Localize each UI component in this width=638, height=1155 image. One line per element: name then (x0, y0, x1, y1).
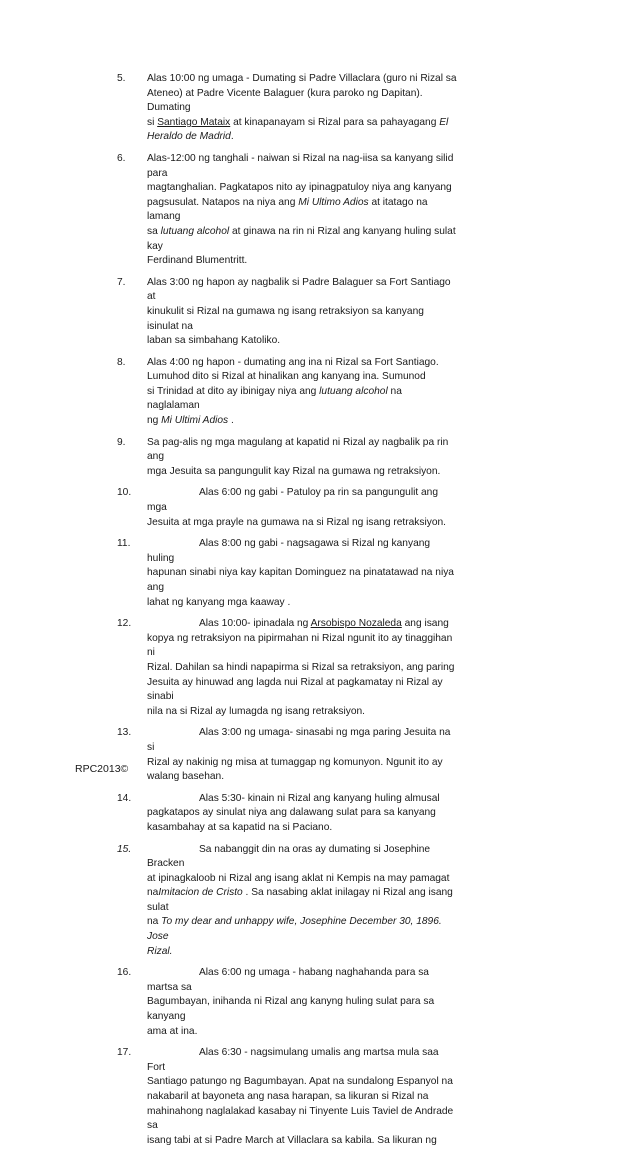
text-segment: Alas 3:00 ng umaga- sinasabi ng mga paring Jesuita na si Rizal ay nakinig ng misa at tumaggap ng komunyon. Ngunit ito ay walang basehan. (147, 727, 451, 783)
item-number: 10. (117, 487, 132, 499)
italic-title: To my dear and unhappy wife, Josephine December 30, 1896. Jose Rizal. (147, 916, 442, 957)
item-number: 17. (117, 1047, 132, 1059)
list-item (117, 436, 457, 480)
italic-title: El Heraldo de Madrid (147, 116, 449, 143)
list-item (117, 726, 457, 784)
text-segment: at ginawa na rin ni Rizal ang kanyang huling sulat kay Ferdinand Blumentritt. (147, 225, 456, 267)
item-text (147, 537, 457, 610)
text-segment: na naglalaman ng (147, 385, 402, 427)
italic-title: Mi Ultimi Adios (161, 415, 229, 427)
text-segment: Alas 3:00 ng hapon ay nagbalik si Padre Balaguer sa Fort Santiago at kinukulit si Rizal na gumawa ng isang retraksiyon sa kanyang isinulat na laban sa simbahang Katoliko. (147, 276, 451, 347)
text-segment: Sa nabanggit din na oras ay dumating si Josephine Bracken at ipinagkaloob ni Rizal ang isang aklat ni Kempis na may pamagat na (147, 843, 450, 899)
text-segment: Sa pag-alis ng mga magulang at kapatid ni Rizal ay nagbalik pa rin ang mga Jesuita sa pangungulit kay Rizal na gumawa ng retraksiyon. (147, 436, 449, 477)
item-text (147, 72, 457, 145)
list-item (117, 72, 457, 145)
italic-title: Mi Ultimo Adios (298, 196, 369, 208)
item-text (147, 436, 457, 480)
item-text (147, 792, 457, 836)
text-segment: at itatago na lamang sa (147, 196, 428, 237)
text-segment: Alas-12:00 ng tanghali - naiwan si Rizal na nag-iisa sa kanyang silid para magtanghalian. Pagkatapos nito ay ipinagpatuloy niya ang kanyang pagsusulat. Natapos na niya ang (147, 152, 454, 208)
item-number: 14. (117, 792, 132, 804)
italic-title: lutuang alcohol (319, 385, 388, 397)
text-segment: at kinapanayam si Rizal para sa pahayagang (230, 116, 440, 128)
list-item (117, 356, 457, 429)
item-number: 8. (117, 356, 126, 368)
text-segment: ang isang kopya ng retraksiyon na pipirmahan ni Rizal ngunit ito ay tinaggihan ni Rizal. Dahilan sa hindi napapirma si Rizal sa retraksiyon, ang paring Jesuita ay hinuwad ang lagda nui Rizal at pagkamatay ni Rizal ay sinabi nila na si Rizal ay lumagda ng isang retraksiyon. (147, 618, 455, 717)
copyright-footer: RPC2013© (75, 763, 129, 775)
list-item (117, 792, 457, 836)
item-number: 5. (117, 73, 126, 84)
item-text (147, 726, 457, 784)
item-number: 13. (117, 727, 132, 739)
italic-title: lutuang alcohol (160, 225, 230, 237)
item-number: 12. (117, 618, 132, 630)
text-segment: Alas 6:00 ng gabi - Patuloy pa rin sa pangungulit ang mga Jesuita at mga prayle na gumawa na si Rizal ng isang retraksiyon. (147, 487, 446, 528)
text-segment: Alas 6:00 ng umaga - habang naghahanda para sa martsa sa Bagumbayan, inihanda ni Rizal ang kanyng huling sulat para sa kanyang ama at ina. (147, 967, 435, 1037)
text-segment: Alas 4:00 ng hapon - dumating ang ina ni Rizal sa Fort Santiago. Lumuhod dito si Rizal at hinalikan ang kanyang ina. Sumunod si Trinidad at dito ay ibinigay niya ang (147, 356, 439, 397)
list-item (117, 966, 457, 1039)
item-number: 15. (117, 843, 132, 855)
italic-title: Imitacion de Cristo (158, 887, 243, 899)
text-segment: Alas 10:00 ng umaga - Dumating si Padre Villaclara (guro ni Rizal sa Ateneo) at Padre Vicente Balaguer (kura paroko ng Dapitan). Dumating si (147, 73, 457, 128)
text-segment: . Sa nasabing aklat inilagay ni Rizal ang isang sulat na (147, 887, 453, 928)
item-text (147, 152, 457, 269)
text-segment: . (230, 131, 234, 143)
item-number: 16. (117, 967, 132, 979)
list-item (117, 486, 457, 530)
item-text (147, 617, 457, 719)
text-segment: Alas 6:30 - nagsimulang umalis ang martsa mula saa Fort Santiago patungo ng Bagumbayan. Apat na sundalong Espanyol na nakabaril at bayoneta ang nasa harapan, sa likuran si Rizal na mahinahong naglalakad kasabay ni Tinyente Luis Taviel de Andrade sa isang tabi at si Padre March at Villaclara sa kabila. Sa likuran ng (147, 1047, 454, 1146)
underlined-name: Arsobispo Nozaleda (310, 618, 402, 630)
item-text (147, 1046, 457, 1148)
item-number: 6. (117, 152, 126, 164)
chronology-list (117, 72, 457, 1155)
text-segment: Alas 5:30- kinain ni Rizal ang kanyang huling almusal pagkatapos ay sinulat niya ang dalawang sulat para sa kanyang kasambahay at sa kapatid na si Paciano. (147, 792, 440, 833)
list-item (117, 843, 457, 960)
list-item (117, 1046, 457, 1148)
item-text (147, 356, 457, 429)
text-segment: Alas 8:00 ng gabi - nagsagawa si Rizal ng kanyang huling hapunan sinabi niya kay kapitan Dominguez na pinatatawad na niya ang lahat ng kanyang mga kaaway . (147, 538, 454, 608)
list-item (117, 276, 457, 349)
underlined-name: Santiago Mataix (157, 116, 231, 128)
list-item (117, 537, 457, 610)
item-text (147, 276, 457, 349)
item-text (147, 966, 457, 1039)
item-number: 9. (117, 436, 126, 448)
item-number: 11. (117, 538, 131, 550)
text-segment: Alas 10:00- ipinadala ng (199, 618, 311, 630)
item-text (147, 486, 457, 530)
list-item (117, 617, 457, 719)
item-text (147, 843, 457, 960)
item-number: 7. (117, 276, 126, 288)
text-segment: . (228, 415, 234, 427)
list-item (117, 152, 457, 269)
